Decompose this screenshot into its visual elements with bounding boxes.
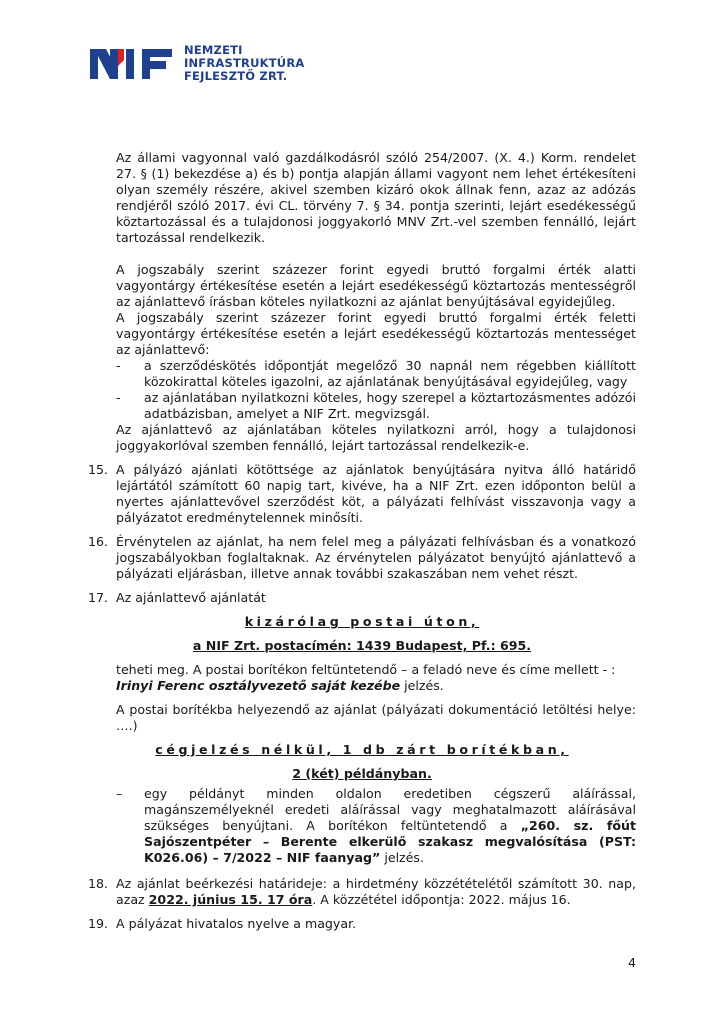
postal-address: a NIF Zrt. postacímén: 1439 Budapest, Pf.: 695. — [192, 638, 532, 653]
company-name-line: NEMZETI — [184, 43, 243, 57]
list-item-text: a szerződéskötés időpontját megelőző 30 napnál nem régebben kiállított közokirattal köteles igazolni, az ajánlatának benyújtásával egyidejűleg, vagy — [144, 358, 636, 389]
item-text: A pályázó ajánlati kötöttsége az ajánlatok benyújtására nyitva álló határidő lejártától számított 60 napig tart, kivéve, ha a NIF Zrt. ezen időponton belül a nyertes ajánlattevővel szerződést köt, a pályázati felhívást visszavonja vagy a pályázatot eredménytelennek minősíti. — [116, 462, 636, 525]
dash-marker: – — [116, 786, 123, 801]
deadline-date: 2022. június 15. 17 óra — [148, 892, 313, 907]
item-number: 18. — [88, 876, 109, 891]
nif-logo — [88, 44, 304, 83]
list-item — [116, 390, 636, 422]
numbered-item-19 — [88, 916, 636, 932]
envelope-label: „260. sz. főút Sajószentpéter – Berente elkerülő szakasz megvalósítása (PST: K026.06) – 7/2022 – NIF faanyag” — [144, 818, 636, 865]
paragraph: Az ajánlattevő az ajánlatában köteles nyilatkozni arról, hogy a tulajdonosi joggyakorlóval szemben fennálló, lejárt tartozással rendelkezik-e. — [116, 422, 636, 453]
item-number: 16. — [88, 534, 109, 549]
paragraph: A jogszabály szerint százezer forint egyedi bruttó forgalmi érték feletti vagyontárgy értékesítése esetén a lejárt esedékességű köztartozás mentességet az ajánlattevő: — [116, 310, 636, 357]
item-number: 19. — [88, 916, 109, 931]
item-number: 15. — [88, 462, 109, 477]
envelope-instructions: teheti meg. A postai borítékon feltüntetendő – a feladó neve és címe mellett - : Irinyi Ferenc osztályvezető saját kezébe jelzés. — [116, 662, 616, 693]
list-item — [116, 358, 636, 390]
paragraph: A jogszabály szerint százezer forint egyedi bruttó forgalmi érték alatti vagyontárgy értékesítése esetén a lejárt esedékességű köztartozás mentességről az ajánlattevő írásban köteles nyilatkozni az ajánlat benyújtásával egyidejűleg. — [116, 262, 636, 309]
sealed-envelope-heading: cégjelzés nélkül, 1 db zárt borítékban, — [155, 742, 569, 757]
list-item-text: egy példányt minden oldalon eredetiben cégszerű aláírással, magánszemélyeknél eredeti aláírással vagy meghatalmazott aláírásával szükséges benyújtani. A borítékon feltüntetendő a „260. sz. főút Sajószentpéter – Berente elkerülő szakasz megvalósítása (PST: K026.06) – 7/2022 – NIF faanyag” jelzés. — [144, 786, 636, 865]
nif-logo-mark — [88, 46, 176, 82]
company-name-line: FEJLESZTŐ ZRT. — [184, 69, 288, 83]
numbered-item-17 — [88, 590, 636, 606]
company-name — [184, 44, 304, 83]
page-number: 4 — [628, 955, 637, 970]
item-text: Érvénytelen az ajánlat, ha nem felel meg a pályázati felhívásban és a vonatkozó jogszabályokban foglaltaknak. Az érvénytelen pályázatot benyújtó ajánlattevő a pályázati eljárásban, illetve annak további szakaszában nem vehet részt. — [116, 534, 636, 581]
numbered-item-15 — [88, 462, 636, 526]
item-text: Az ajánlat beérkezési határideje: a hirdetmény közzétételétől számított 30. nap, azaz 2022. június 15. 17 óra. A közzététel időpontja: 2022. május 16. — [116, 876, 636, 907]
item-text: A pályázat hivatalos nyelve a magyar. — [116, 916, 357, 931]
list-item-text: az ajánlatában nyilatkozni köteles, hogy szerepel a köztartozásmentes adózói adatbázisban, amelyet a NIF Zrt. megvizsgál. — [144, 390, 636, 421]
envelope-document-note: A postai borítékba helyezendő az ajánlat (pályázati dokumentáció letöltési helye: ….) — [116, 702, 636, 733]
paragraph: Az állami vagyonnal való gazdálkodásról szóló 254/2007. (X. 4.) Korm. rendelet 27. § (1) bekezdése a) és b) pontja alapján állami vagyont nem lehet értékesíteni olyan személy részére, akivel szemben kizáró okok állnak fenn, azaz az adózás rendjéről szóló 2017. évi CL. törvény 7. § 34. pontja szerinti, lejárt esedékességű köztartozással és a tulajdonosi joggyakorló MNV Zrt.-vel szemben fennálló, lejárt tartozással rendelkezik. — [116, 150, 636, 245]
dash-marker: - — [116, 358, 121, 373]
copies-heading: 2 (két) példányban. — [292, 766, 432, 781]
envelope-recipient: Irinyi Ferenc osztályvezető saját kezébe — [116, 678, 401, 693]
item-number: 17. — [88, 590, 109, 605]
numbered-item-16 — [88, 534, 636, 582]
company-name-line: INFRASTRUKTÚRA — [184, 56, 305, 70]
numbered-item-18 — [88, 876, 636, 908]
list-item — [116, 786, 636, 866]
dash-marker: - — [116, 390, 121, 405]
item-text: Az ajánlattevő ajánlatát — [116, 590, 266, 605]
document-body — [88, 150, 636, 932]
postal-only-heading: kizárólag postai úton, — [244, 614, 480, 629]
